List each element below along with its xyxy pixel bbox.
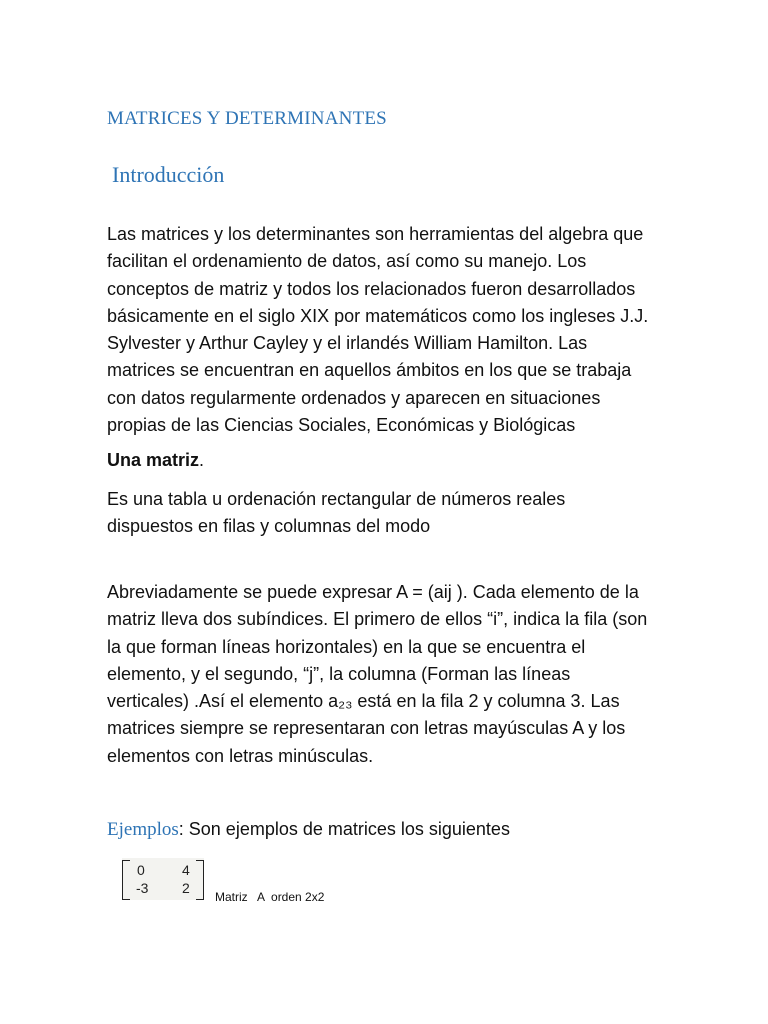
notation-line: la que forman líneas horizontales) en la que se encuentra el (107, 636, 586, 657)
section-title-introduccion: Introducción (112, 162, 225, 187)
notation-paragraph (107, 579, 667, 770)
intro-line: matrices se encuentran en aquellos ámbitos en los que se trabaja (107, 360, 632, 381)
matrix-cell: -3 (136, 880, 149, 896)
matrix-cell: 0 (137, 862, 145, 878)
intro-line: Sylvester y Arthur Cayley y el irlandés William Hamilton. Las (107, 333, 588, 354)
intro-line: conceptos de matriz y todos los relacionados fueron desarrollados (107, 278, 636, 299)
matrix-left-bracket (122, 860, 130, 900)
intro-line: con datos regularmente ordenados y aparecen en situaciones (107, 387, 601, 408)
examples-text: : Son ejemplos de matrices los siguientes (178, 819, 510, 839)
definition-line: dispuestos en filas y columnas del modo (107, 516, 431, 537)
matrix-caption: Matriz A orden 2x2 (215, 890, 325, 904)
matrix-right-bracket (196, 860, 204, 900)
notation-line: matrices siempre se representaran con letras mayúsculas A y los (107, 718, 626, 739)
examples-line (107, 819, 510, 841)
matrix-cell: 2 (182, 880, 190, 896)
matriz-heading-period: . (199, 450, 205, 470)
intro-paragraph (107, 221, 667, 439)
notation-line: elemento, y el segundo, “j”, la columna (Forman las líneas (107, 663, 571, 684)
matrix-cell: 4 (182, 862, 190, 878)
notation-line: verticales) .Así el elemento a₂₃ está en la fila 2 y columna 3. Las (107, 691, 620, 712)
notation-line: elementos con letras minúsculas. (107, 745, 374, 766)
document-title: MATRICES Y DETERMINANTES (107, 108, 387, 129)
intro-line: facilitan el ordenamiento de datos, así como su manejo. Los (107, 251, 587, 272)
matriz-heading (107, 450, 204, 471)
matriz-heading-bold: Una matriz (107, 450, 200, 470)
notation-line: matriz lleva dos subíndices. El primero de ellos “i”, indica la fila (son (107, 609, 648, 630)
intro-line: propias de las Ciencias Sociales, Económicas y Biológicas (107, 415, 576, 436)
definition-paragraph (107, 486, 667, 541)
example-matrix (122, 858, 204, 900)
examples-label: Ejemplos (107, 819, 179, 840)
notation-line: Abreviadamente se puede expresar A = (aij ). Cada elemento de la (107, 582, 639, 602)
intro-line: básicamente en el siglo XIX por matemáticos como los ingleses J.J. (107, 305, 649, 326)
intro-line: Las matrices y los determinantes son herramientas del algebra que (107, 224, 644, 244)
definition-line: Es una tabla u ordenación rectangular de números reales (107, 489, 566, 509)
